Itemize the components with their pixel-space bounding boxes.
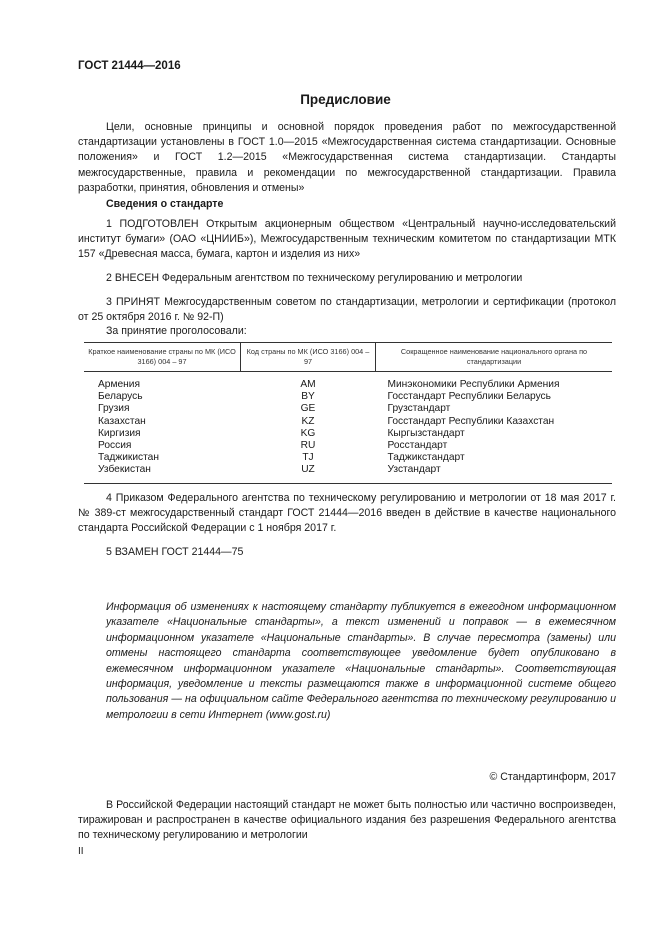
standards-body-cell: Минэкономики Республики Армения [387, 379, 560, 390]
country-name-cell: Беларусь [98, 391, 143, 403]
item-4-text: 4 Приказом Федерального агентства по техническому регулированию и метрологии от 18 мая 2017 г. № 389-ст межгосударственный стандарт ГОСТ 21444—2016 введен в действие в качестве национального стандарта Российской Федерации с 1 ноября 2017 г. [78, 492, 616, 535]
page-title: Предисловие [300, 92, 391, 107]
standards-body-cell: Росстандарт [387, 440, 448, 452]
standards-body-cell: Кыргызстандарт [387, 427, 465, 439]
info-note-text: Информация об изменениях к настоящему стандарту публикуется в ежегодном информационном указателе «Национальные стандарты», а текст изменений и поправок — в ежемесячном информационном указателе «Национальные стандарты». В случае пересмотра (замены) или отмены настоящего стандарта соответствующее уведомление будет опубликовано в ежемесячном информационном указателе «Национальные стандарты». Соответствующая информация, уведомление и тексты размещаются также в информационной системе общего пользования — на официальном сайте Федерального агентства по техническому регулированию и метрологии в сети Интернет (www.gost.ru) [106, 601, 616, 721]
standards-body-cell: Таджикстандарт [387, 452, 465, 464]
country-name-cell: Россия [98, 440, 132, 452]
country-code-cell: KG [300, 427, 316, 439]
info-note [106, 600, 616, 723]
country-name-cell: Казахстан [98, 415, 146, 427]
standards-body-cell: Грузстандарт [387, 403, 451, 415]
country-code-cell: KZ [301, 415, 315, 427]
item-4-paragraph [78, 491, 616, 537]
country-name-cell: Киргизия [98, 427, 141, 439]
country-name-cell: Армения [98, 379, 140, 390]
table-header-row [84, 343, 612, 372]
table-row [84, 452, 612, 464]
table-row [84, 403, 612, 415]
country-code-cell: GE [300, 403, 316, 415]
item-3-paragraph [78, 295, 616, 325]
table-header-cell: Краткое наименование страны по МК (ИСО 3166) 004 – 97 [84, 343, 241, 372]
intro-text: Цели, основные принципы и основной порядок проведения работ по межгосударственной стандартизации установлены в ГОСТ 1.0—2015 «Межгосударственная система стандартизации. Основные положения» и ГОСТ 1.2—2015 «Межгосударственная система стандартизации. Стандарты межгосударственные, правила и рекомендации по межгосударственной стандартизации. Правила разработки, принятия, обновления и отмены» [78, 121, 616, 194]
table-header-cell: Код страны по МК (ИСО 3166) 004 – 97 [241, 343, 376, 372]
item-2-paragraph [78, 271, 616, 286]
country-code-cell: AM [300, 379, 316, 390]
table-header-cell: Сокращенное наименование национального органа по стандартизации [376, 343, 613, 372]
country-name-cell: Грузия [98, 403, 130, 415]
country-code-cell: UZ [241, 464, 376, 483]
section-title: Сведения о стандарте [106, 198, 224, 210]
country-code-cell: BY [301, 391, 315, 403]
country-name-cell: Узбекистан [84, 464, 241, 483]
standards-body-cell: Госстандарт Республики Казахстан [387, 415, 555, 427]
footer-note [78, 798, 616, 844]
footer-note-text: В Российской Федерации настоящий стандарт не может быть полностью или частично воспроизведен, тиражирован и распространен в качестве официального издания без разрешения Федерального агентства по техническому регулированию и метрологии [78, 799, 616, 842]
country-name-cell: Таджикистан [98, 452, 159, 464]
item-3-text: 3 ПРИНЯТ Межгосударственным советом по стандартизации, метрологии и сертификации (протокол от 25 октября 2016 г. № 92-П) [78, 296, 616, 324]
item-5-text: 5 ВЗАМЕН ГОСТ 21444—75 [106, 546, 244, 558]
standards-body-cell: Узстандарт [376, 464, 613, 483]
table-row [84, 372, 612, 392]
country-code-cell: TJ [302, 452, 314, 464]
country-code-cell: RU [300, 440, 316, 452]
item-1-paragraph [78, 217, 616, 263]
document-id-header: ГОСТ 21444—2016 [78, 60, 181, 72]
copyright: © Стандартинформ, 2017 [489, 771, 616, 783]
item-1-text: 1 ПОДГОТОВЛЕН Открытым акционерным обществом «Центральный научно-исследовательский институт бумаги» (ОАО «ЦНИИБ»), Межгосударственным техническим комитетом по стандартизации МТК 157 «Древесная масса, бумага, картон и изделия из них» [78, 218, 616, 261]
vote-label: За принятие проголосовали: [106, 325, 247, 337]
intro-paragraph [78, 120, 616, 196]
standards-body-cell: Госстандарт Республики Беларусь [387, 391, 551, 403]
item-2-text: 2 ВНЕСЕН Федеральным агентством по техническому регулированию и метрологии [106, 272, 523, 284]
table-row [84, 440, 612, 452]
table-row [84, 416, 612, 428]
table-row [84, 428, 612, 440]
voting-table [84, 342, 612, 484]
table-row [84, 464, 612, 483]
page-number: II [78, 846, 84, 857]
table-row [84, 391, 612, 403]
